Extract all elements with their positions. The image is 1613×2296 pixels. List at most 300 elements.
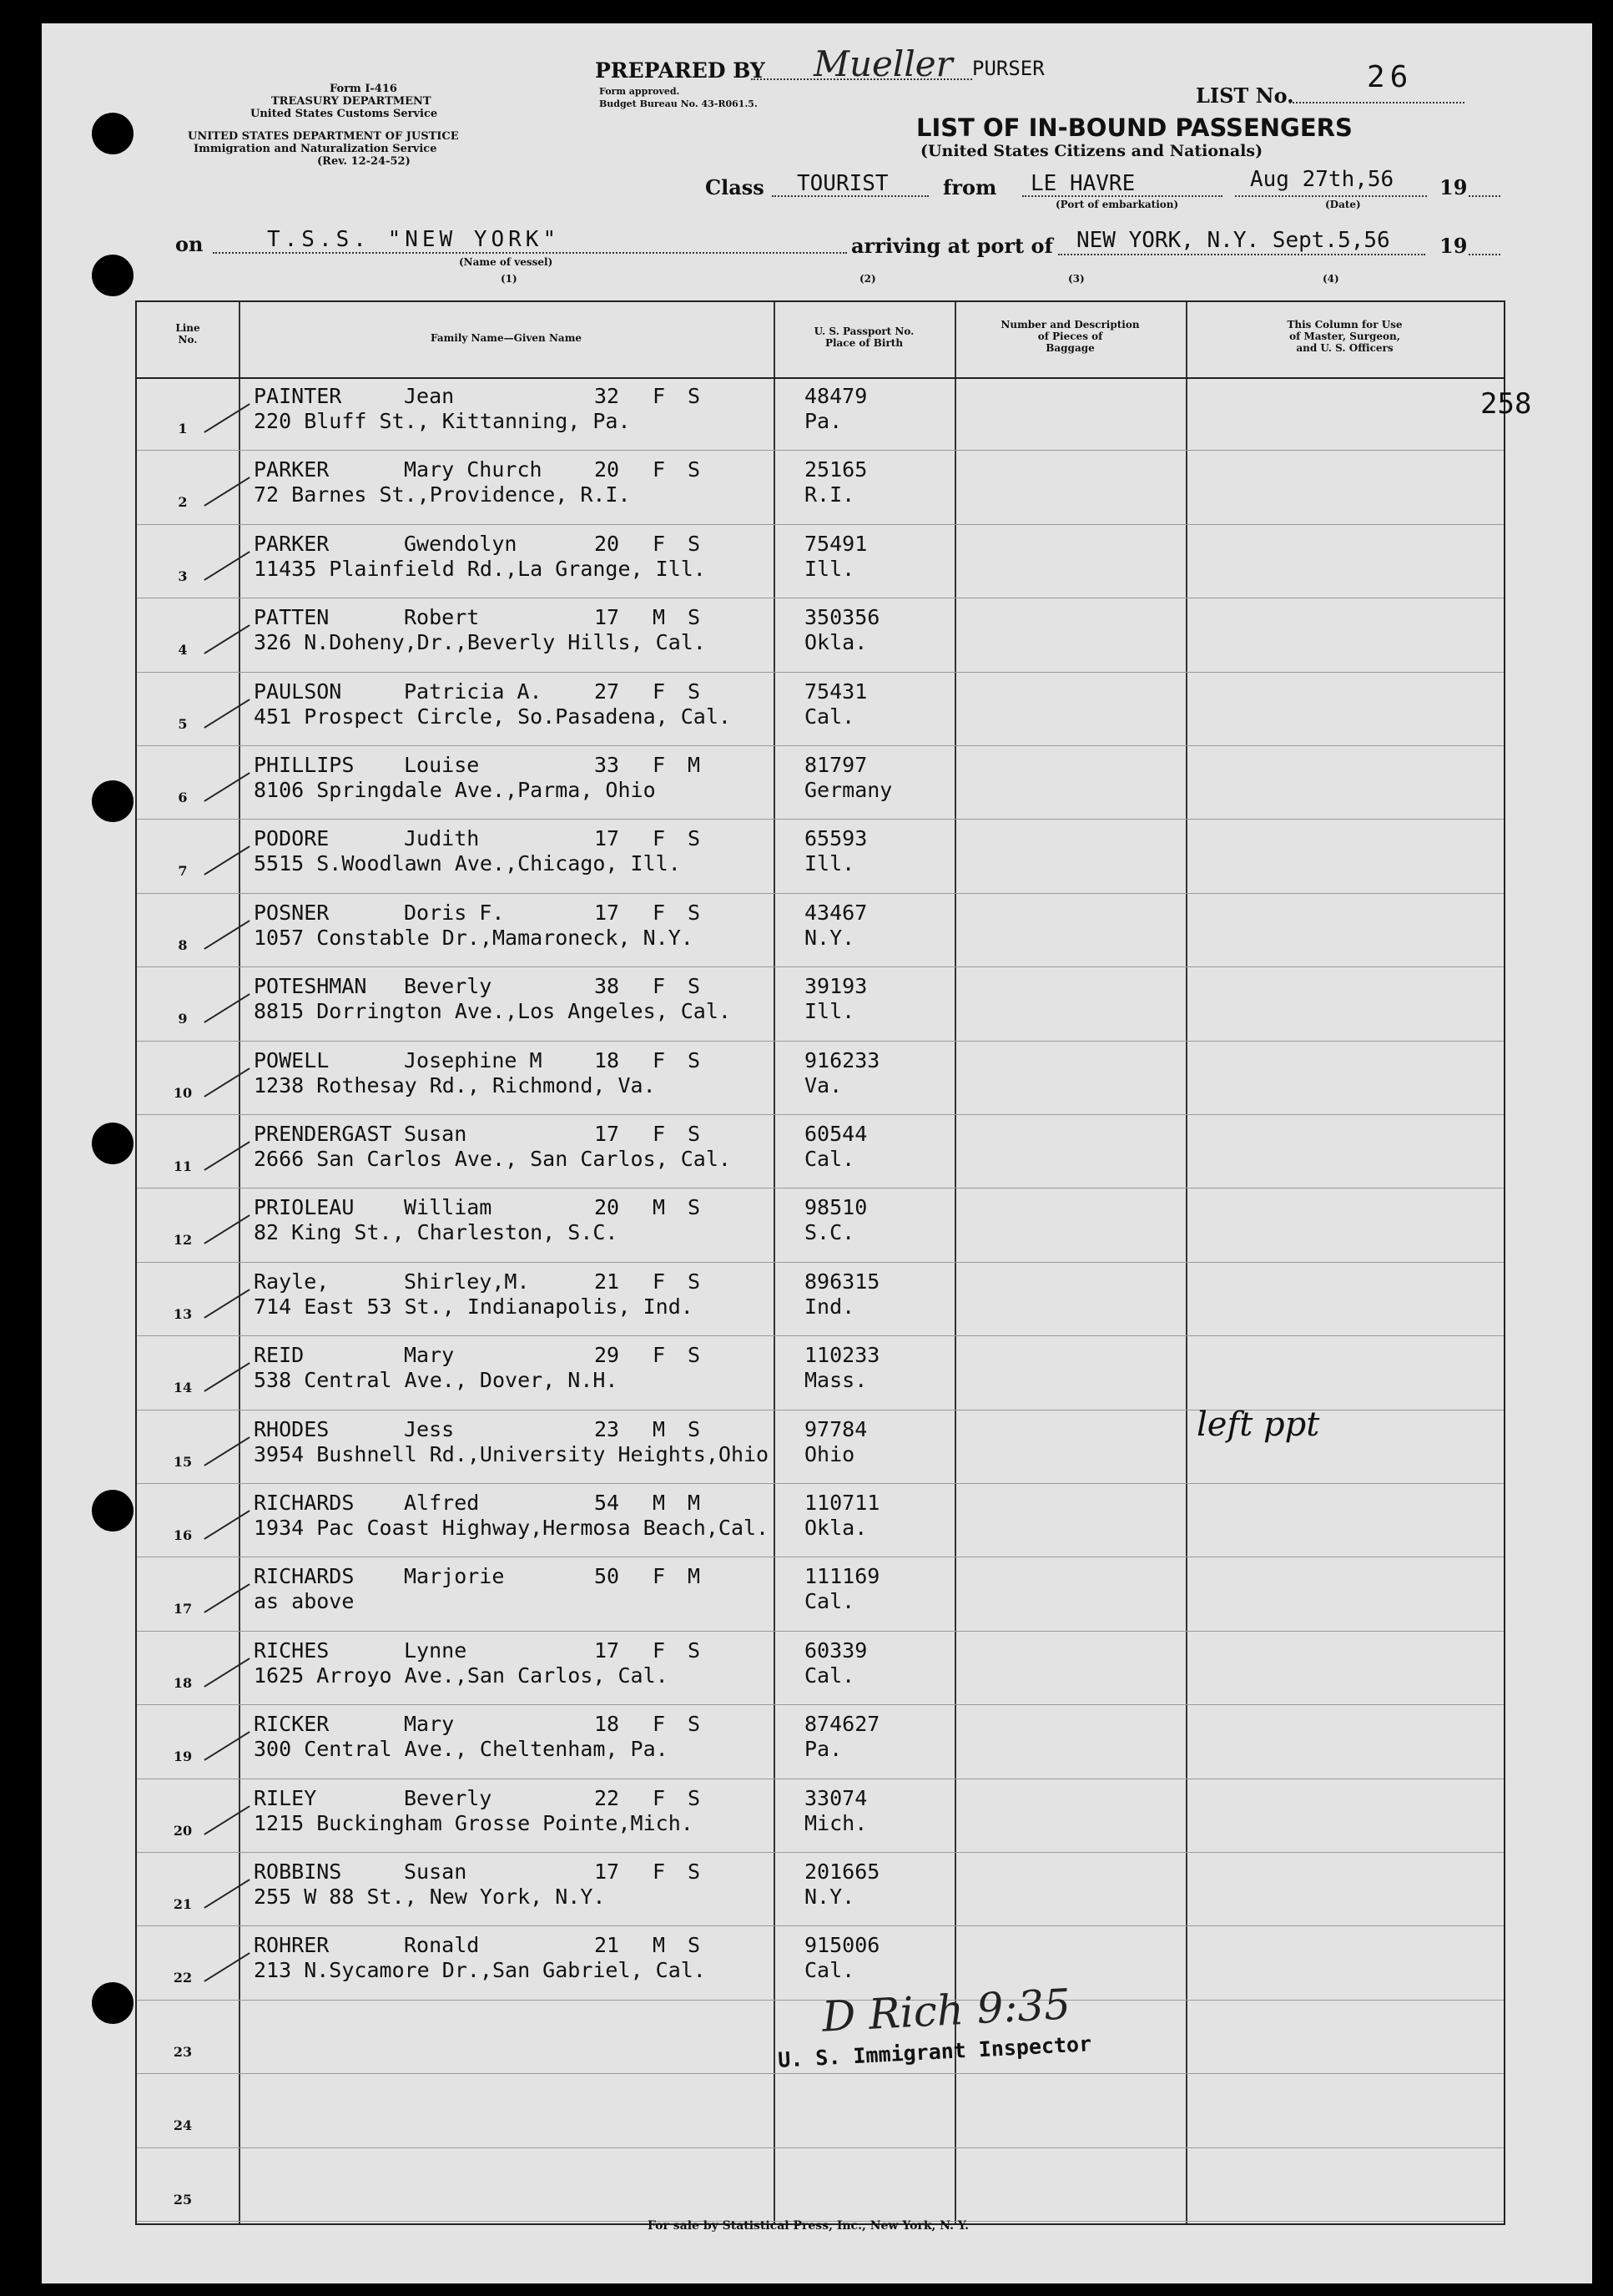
line-number: 7 — [178, 863, 188, 880]
list-subtitle: (United States Citizens and Nationals) — [920, 142, 1263, 160]
marital-status: S — [688, 900, 701, 925]
sex: F — [653, 1637, 666, 1663]
table-row — [137, 894, 1504, 967]
line-number: 13 — [173, 1305, 193, 1322]
class-label: Class — [705, 175, 764, 199]
marital-status: S — [688, 1416, 701, 1441]
given-name: Patricia A. — [404, 679, 542, 704]
check-mark — [204, 1141, 250, 1171]
passport-number: 350356 — [804, 605, 880, 630]
sex: F — [653, 826, 666, 851]
address: 1057 Constable Dr.,Mamaroneck, N.Y. — [254, 925, 693, 950]
family-name: REID — [254, 1343, 305, 1368]
marital-status: M — [688, 753, 701, 777]
table-row — [137, 1705, 1504, 1779]
age: 50 — [594, 1564, 620, 1589]
age: 38 — [594, 974, 620, 999]
line-number: 17 — [173, 1601, 193, 1617]
family-name: POWELL — [254, 1047, 330, 1072]
date-caption: (Date) — [1325, 199, 1361, 210]
marital-status: S — [688, 1343, 701, 1368]
embarkation-date: Aug 27th,56 — [1250, 167, 1394, 192]
line-number: 8 — [178, 936, 188, 953]
list-no-label: LIST No. — [1196, 83, 1294, 108]
table-row — [137, 1484, 1504, 1557]
passport-number: 110233 — [804, 1343, 880, 1368]
place-of-birth: R.I. — [804, 482, 855, 507]
given-name: Susan — [404, 1122, 467, 1146]
line-number: 11 — [173, 1158, 193, 1174]
place-of-birth: Pa. — [804, 1737, 843, 1762]
line-number: 6 — [178, 790, 188, 805]
purser-label: PURSER — [972, 57, 1045, 80]
sex: F — [653, 1860, 666, 1884]
year-line-2 — [1469, 254, 1500, 255]
line-number: 2 — [178, 494, 188, 511]
col-line-no — [137, 322, 239, 346]
place-of-birth: Ill. — [804, 556, 855, 581]
passport-number: 81797 — [804, 753, 868, 777]
table-row — [137, 1926, 1504, 2000]
table-row — [137, 1336, 1504, 1410]
line-number: 1 — [178, 421, 188, 436]
list-no-line — [1289, 102, 1464, 103]
family-name: PAULSON — [254, 679, 342, 704]
place-of-birth: N.Y. — [804, 925, 855, 950]
family-name: PARKER — [254, 531, 330, 556]
year-label-2: 19 — [1439, 234, 1468, 258]
given-name: Jess — [404, 1416, 455, 1441]
line-number: 24 — [173, 2117, 193, 2134]
given-name: Alfred — [404, 1491, 480, 1515]
place-of-birth: Va. — [804, 1072, 843, 1098]
marital-status: S — [688, 1712, 701, 1737]
inspector-signature: D Rich 9:35 — [820, 1980, 1072, 2041]
check-mark — [204, 1362, 250, 1392]
col-baggage-2: of Pieces of — [1037, 331, 1103, 342]
purser-signature: Mueller — [814, 43, 953, 84]
table-row — [137, 598, 1504, 672]
family-name: POSNER — [254, 900, 330, 925]
family-name: RICHARDS — [254, 1564, 355, 1589]
place-of-birth: Germany — [804, 778, 893, 802]
line-number: 22 — [173, 1970, 193, 1986]
ins-service: Immigration and Naturalization Service — [194, 143, 437, 155]
line-number: 12 — [173, 1232, 193, 1249]
age: 20 — [594, 531, 620, 556]
marital-status: S — [688, 1122, 701, 1146]
check-mark — [204, 699, 250, 729]
marital-status: S — [688, 974, 701, 999]
col-passport-2: Place of Birth — [824, 337, 904, 349]
col-officers-1: This Column for Use — [1287, 319, 1403, 331]
address: 2666 San Carlos Ave., San Carlos, Cal. — [254, 1147, 731, 1171]
place-of-birth: Okla. — [804, 630, 868, 655]
given-name: Louise — [404, 753, 480, 777]
address: 451 Prospect Circle, So.Pasadena, Cal. — [254, 704, 731, 729]
treasury-dept: TREASURY DEPARTMENT — [271, 95, 431, 108]
address: 326 N.Doheny,Dr.,Beverly Hills, Cal. — [254, 630, 706, 655]
address: 3954 Bushnell Rd.,University Heights,Ohio — [254, 1441, 769, 1466]
inspector-label: U. S. Immigrant Inspector — [777, 2031, 1092, 2072]
vessel-caption: (Name of vessel) — [459, 256, 553, 268]
check-mark — [204, 551, 250, 581]
given-name: Marjorie — [404, 1564, 505, 1589]
marital-status: S — [688, 1637, 701, 1663]
family-name: PATTEN — [254, 605, 330, 630]
port-caption: (Port of embarkation) — [1056, 199, 1179, 210]
table-row — [137, 1557, 1504, 1631]
punch-hole — [92, 780, 134, 822]
check-mark — [204, 624, 250, 654]
sex: F — [653, 457, 666, 482]
address: 8106 Springdale Ave.,Parma, Ohio — [254, 778, 656, 802]
age: 21 — [594, 1269, 620, 1294]
list-title: LIST OF IN-BOUND PASSENGERS — [916, 114, 1353, 142]
passport-number: 75491 — [804, 531, 868, 556]
line-number: 23 — [173, 2043, 193, 2060]
table-row — [137, 1263, 1504, 1336]
marital-status: S — [688, 1269, 701, 1294]
marital-status: M — [688, 1491, 701, 1515]
family-name: ROHRER — [254, 1933, 330, 1958]
address: 300 Central Ave., Cheltenham, Pa. — [254, 1737, 668, 1762]
sex: F — [653, 1785, 666, 1810]
on-label: on — [175, 232, 204, 256]
caption-4: (4) — [1323, 273, 1339, 285]
sex: F — [653, 1564, 666, 1589]
caption-2: (2) — [859, 273, 876, 285]
age: 20 — [594, 1195, 620, 1220]
place-of-birth: Cal. — [804, 1147, 855, 1171]
col-line-no-1: Line — [175, 322, 200, 334]
passport-number: 60544 — [804, 1122, 868, 1146]
age: 54 — [594, 1491, 620, 1515]
family-name: PRIOLEAU — [254, 1195, 355, 1220]
given-name: Gwendolyn — [404, 531, 517, 556]
passport-number: 874627 — [804, 1712, 880, 1737]
col-passport-1: U. S. Passport No. — [814, 325, 915, 337]
given-name: Josephine M — [404, 1047, 542, 1072]
check-mark — [204, 772, 250, 802]
marital-status: S — [688, 605, 701, 630]
table-row — [137, 820, 1504, 893]
line-number: 3 — [178, 568, 188, 584]
passport-number: 915006 — [804, 1933, 880, 1958]
family-name: PRENDERGAST — [254, 1122, 392, 1146]
embarkation-port: LE HAVRE — [1031, 171, 1136, 196]
check-mark — [204, 1436, 250, 1466]
line-number: 10 — [173, 1084, 193, 1101]
caption-1: (1) — [501, 273, 517, 285]
col-officers-2: of Master, Surgeon, — [1289, 331, 1400, 342]
address: 82 King St., Charleston, S.C. — [254, 1220, 618, 1245]
given-name: Shirley,M. — [404, 1269, 530, 1294]
place-of-birth: N.Y. — [804, 1885, 855, 1909]
check-mark — [204, 1510, 250, 1540]
table-row — [137, 1405, 1504, 1484]
given-name: Lynne — [404, 1637, 467, 1663]
age: 17 — [594, 826, 620, 851]
punch-hole — [92, 113, 134, 154]
table-row — [137, 1632, 1504, 1705]
check-mark — [204, 1289, 250, 1319]
check-mark — [204, 1584, 250, 1614]
place-of-birth: Okla. — [804, 1516, 868, 1540]
place-of-birth: Mich. — [804, 1810, 868, 1835]
family-name: POTESHMAN — [254, 974, 367, 999]
given-name: Beverly — [404, 974, 492, 999]
given-name: Mary Church — [404, 457, 542, 482]
passport-number: 201665 — [804, 1860, 880, 1884]
place-of-birth: Ill. — [804, 999, 855, 1024]
given-name: Mary — [404, 1712, 455, 1737]
family-name: Rayle, — [254, 1269, 330, 1294]
passenger-table — [135, 300, 1532, 2225]
punch-hole — [92, 1490, 134, 1532]
place-of-birth: Cal. — [804, 704, 855, 729]
line-number: 16 — [173, 1527, 193, 1543]
place-of-birth: Cal. — [804, 1589, 855, 1614]
check-mark — [204, 1953, 250, 1983]
passport-number: 43467 — [804, 900, 868, 925]
check-mark — [204, 846, 250, 876]
marital-status: S — [688, 1933, 701, 1958]
address: 1215 Buckingham Grosse Pointe,Mich. — [254, 1810, 693, 1835]
customs-service: United States Customs Service — [250, 108, 438, 120]
family-name: RICKER — [254, 1712, 330, 1737]
class-value: TOURIST — [797, 171, 889, 196]
caption-3: (3) — [1068, 273, 1085, 285]
col-baggage-1: Number and Description — [1001, 319, 1140, 331]
year-line — [1469, 195, 1500, 197]
year-label: 19 — [1439, 175, 1468, 199]
family-name: RICHARDS — [254, 1491, 355, 1515]
table-row — [137, 525, 1504, 598]
age: 29 — [594, 1343, 620, 1368]
passport-number: 98510 — [804, 1195, 868, 1220]
sex: F — [653, 753, 666, 777]
prepared-by-label: PREPARED BY — [595, 58, 765, 83]
age: 22 — [594, 1785, 620, 1810]
check-mark — [204, 920, 250, 950]
table-row — [137, 1188, 1504, 1262]
passport-number: 60339 — [804, 1637, 868, 1663]
place-of-birth: Cal. — [804, 1958, 855, 1983]
marital-status: S — [688, 457, 701, 482]
line-number: 5 — [178, 715, 188, 732]
table-row — [137, 1779, 1504, 1853]
place-of-birth: S.C. — [804, 1220, 855, 1245]
table-row — [137, 746, 1504, 820]
punch-hole — [92, 1982, 134, 2024]
vessel-name: T.S.S. "NEW YORK" — [267, 227, 561, 252]
family-name: PODORE — [254, 826, 330, 851]
age: 32 — [594, 384, 620, 408]
sex: F — [653, 1269, 666, 1294]
passport-number: 896315 — [804, 1269, 880, 1294]
address: 1238 Rothesay Rd., Richmond, Va. — [254, 1072, 656, 1098]
given-name: Robert — [404, 605, 480, 630]
age: 17 — [594, 1122, 620, 1146]
line-number: 20 — [173, 1822, 193, 1839]
sex: F — [653, 974, 666, 999]
address: 220 Bluff St., Kittanning, Pa. — [254, 409, 631, 433]
passport-number: 111169 — [804, 1564, 880, 1589]
passport-number: 48479 — [804, 384, 868, 408]
table-row — [137, 2148, 1504, 2222]
justice-dept: UNITED STATES DEPARTMENT OF JUSTICE — [188, 130, 459, 143]
col-baggage — [955, 319, 1186, 354]
table-row — [137, 1115, 1504, 1188]
address: 213 N.Sycamore Dr.,San Gabriel, Cal. — [254, 1958, 706, 1983]
place-of-birth: Mass. — [804, 1368, 868, 1393]
address: 1625 Arroyo Ave.,San Carlos, Cal. — [254, 1663, 668, 1688]
sex: F — [653, 1712, 666, 1737]
age: 33 — [594, 753, 620, 777]
sex: F — [653, 1122, 666, 1146]
budget-bureau: Budget Bureau No. 43-R061.5. — [599, 98, 758, 109]
sex: F — [653, 531, 666, 556]
officer-note: 258 — [1480, 387, 1532, 421]
address: 5515 S.Woodlawn Ave.,Chicago, Ill. — [254, 851, 681, 876]
address: 11435 Plainfield Rd.,La Grange, Ill. — [254, 556, 706, 581]
family-name: RILEY — [254, 1785, 317, 1810]
given-name: William — [404, 1195, 492, 1220]
from-label: from — [943, 175, 997, 199]
line-number: 14 — [173, 1380, 193, 1396]
arrival-line — [1058, 254, 1425, 255]
given-name: Judith — [404, 826, 480, 851]
sex: F — [653, 900, 666, 925]
age: 17 — [594, 1637, 620, 1663]
table-row — [137, 1042, 1504, 1115]
passport-number: 75431 — [804, 679, 868, 704]
place-of-birth: Ill. — [804, 851, 855, 876]
family-name: PHILLIPS — [254, 753, 355, 777]
col-officers — [1186, 319, 1504, 354]
marital-status: S — [688, 826, 701, 851]
age: 18 — [594, 1712, 620, 1737]
check-mark — [204, 477, 250, 507]
punch-hole — [92, 255, 134, 296]
sex: F — [653, 1047, 666, 1072]
form-revision: (Rev. 12-24-52) — [317, 155, 411, 168]
marital-status: S — [688, 679, 701, 704]
address: 8815 Dorrington Ave.,Los Angeles, Cal. — [254, 999, 731, 1024]
passport-number: 110711 — [804, 1491, 880, 1515]
passport-number: 39193 — [804, 974, 868, 999]
table-row — [137, 2074, 1504, 2147]
family-name: RICHES — [254, 1637, 330, 1663]
table-row — [137, 377, 1532, 451]
address: 1934 Pac Coast Highway,Hermosa Beach,Cal. — [254, 1516, 769, 1540]
table-row — [137, 451, 1504, 524]
vessel-line — [213, 252, 847, 254]
address: 72 Barnes St.,Providence, R.I. — [254, 482, 631, 507]
age: 17 — [594, 605, 620, 630]
check-mark — [204, 1879, 250, 1909]
given-name: Ronald — [404, 1933, 480, 1958]
form-number: Form I-416 — [330, 83, 397, 95]
list-number: 26 — [1367, 60, 1414, 94]
address: 714 East 53 St., Indianapolis, Ind. — [254, 1294, 693, 1319]
passport-number: 65593 — [804, 826, 868, 851]
officer-note: left ppt — [1197, 1405, 1320, 1444]
line-number: 18 — [173, 1674, 193, 1691]
check-mark — [204, 1658, 250, 1688]
age: 21 — [594, 1933, 620, 1958]
table-row — [137, 1853, 1504, 1926]
given-name: Beverly — [404, 1785, 492, 1810]
sex: M — [653, 1416, 666, 1441]
age: 17 — [594, 900, 620, 925]
age: 20 — [594, 457, 620, 482]
sex: M — [653, 1195, 666, 1220]
given-name: Susan — [404, 1860, 467, 1884]
date-line — [1235, 195, 1427, 197]
col-name: Family Name—Given Name — [430, 332, 582, 344]
form-approved: Form approved. — [599, 86, 680, 97]
marital-status: S — [688, 1195, 701, 1220]
col-baggage-3: Baggage — [1046, 342, 1095, 354]
arrival-port-date: NEW YORK, N.Y. Sept.5,56 — [1076, 228, 1390, 253]
family-name: ROBBINS — [254, 1860, 342, 1884]
family-name: PAINTER — [254, 384, 342, 408]
marital-status: S — [688, 1860, 701, 1884]
place-of-birth: Ohio — [804, 1441, 855, 1466]
arriving-label: arriving at port of — [851, 234, 1053, 258]
col-officers-3: and U. S. Officers — [1296, 342, 1394, 354]
punch-hole — [92, 1123, 134, 1164]
address: 255 W 88 St., New York, N.Y. — [254, 1885, 606, 1909]
marital-status: M — [688, 1564, 701, 1589]
place-of-birth: Pa. — [804, 409, 843, 433]
passport-number: 25165 — [804, 457, 868, 482]
marital-status: S — [688, 531, 701, 556]
age: 27 — [594, 679, 620, 704]
check-mark — [204, 1731, 250, 1761]
table-row — [137, 967, 1504, 1041]
line-number: 4 — [178, 642, 188, 659]
place-of-birth: Cal. — [804, 1663, 855, 1688]
line-number: 21 — [173, 1896, 193, 1912]
check-mark — [204, 403, 250, 433]
table-row — [137, 673, 1504, 746]
age: 18 — [594, 1047, 620, 1072]
footer-publisher: For sale by Statistical Press, Inc., New York, N. Y. — [648, 2219, 969, 2233]
line-number: 19 — [173, 1748, 193, 1765]
sex: F — [653, 384, 666, 408]
check-mark — [204, 993, 250, 1023]
age: 17 — [594, 1860, 620, 1884]
marital-status: S — [688, 1785, 701, 1810]
sex: F — [653, 679, 666, 704]
address: 538 Central Ave., Dover, N.H. — [254, 1368, 618, 1393]
family-name: PARKER — [254, 457, 330, 482]
line-number: 15 — [173, 1453, 193, 1470]
line-number: 9 — [178, 1011, 188, 1027]
sex: M — [653, 1491, 666, 1515]
family-name: RHODES — [254, 1416, 330, 1441]
marital-status: S — [688, 1047, 701, 1072]
passport-number: 97784 — [804, 1416, 868, 1441]
sex: M — [653, 605, 666, 630]
address: as above — [254, 1589, 355, 1614]
given-name: Mary — [404, 1343, 455, 1368]
given-name: Doris F. — [404, 900, 505, 925]
check-mark — [204, 1215, 250, 1245]
